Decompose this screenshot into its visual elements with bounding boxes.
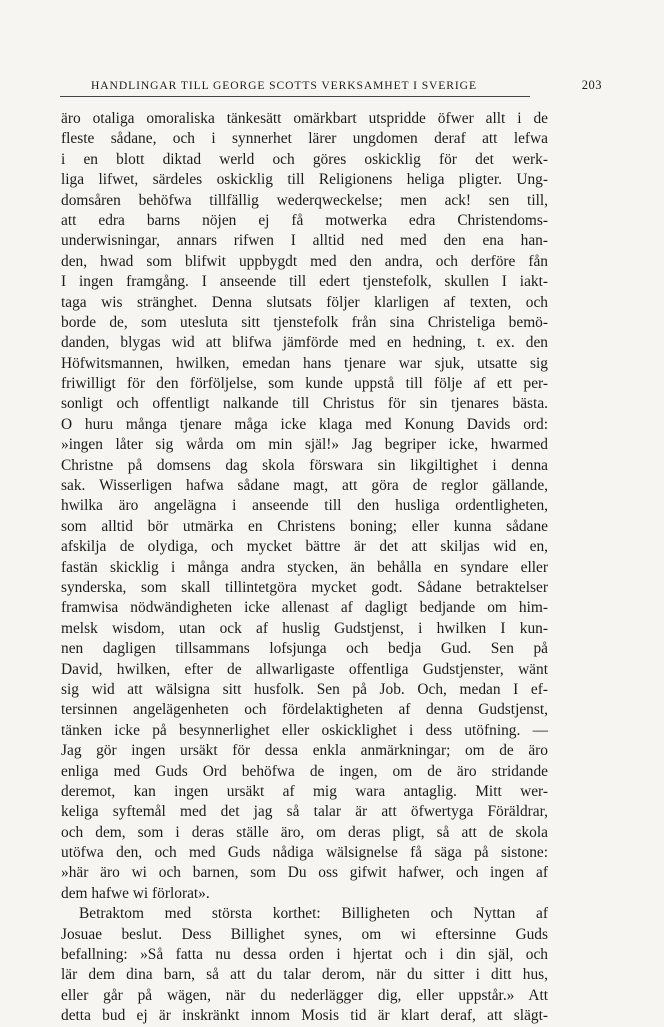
text-line: fleste sådane, och i synnerhet lärer ungdomen deraf att lefwa: [61, 130, 548, 148]
text-line: borde de, som utesluta sitt tjenstefolk från sina Christeliga bemö-: [61, 313, 548, 331]
text-line: afskilja de olydiga, och mycket bättre är det att skiljas wid en,: [61, 538, 548, 556]
text-line: enliga med Guds Ord behöfwa de ingen, om de äro stridande: [61, 762, 548, 780]
text-line: att edra barns nöjen ej få motwerka edra Christendoms-: [61, 211, 548, 229]
text-line: deremot, kan ingen ursäkt af mig wara antaglig. Mitt wer-: [61, 782, 548, 800]
text-line: liga lifwet, särdeles oskicklig till Religionens heliga pligter. Ung-: [61, 171, 548, 189]
text-line: Jag gör ingen ursäkt för dessa enkla anmärkningar; om de äro: [61, 742, 548, 760]
text-line: I ingen framgång. I anseende till edert tjenstefolk, skullen I iakt-: [61, 273, 548, 291]
text-line: Betraktom med största korthet: Billigheten och Nyttan af: [79, 905, 548, 923]
text-line: detta bud ej är inskränkt innom Mosis tid är klart deraf, att slägt-: [61, 1007, 548, 1025]
text-line: äro otaliga omoraliska tänkesätt omärkbart utspridde öfwer allt i de: [61, 110, 548, 127]
text-line: nen dagligen tillsammans lofsjunga och bedja Gud. Sen på: [61, 640, 548, 658]
body-text: [61, 109, 548, 1027]
text-line: sig wid att wälsigna sitt husfolk. Sen på Job. Och, medan I ef-: [61, 680, 548, 698]
text-line: som alltid bör utmärka en Christens boning; eller kunna sådane: [61, 517, 548, 535]
running-header: [60, 77, 616, 97]
text-line: keliga syftemål med det jag så talar är att öfwertyga Föräldrar,: [61, 803, 548, 821]
text-line: Höfwitsmannen, hwilken, emedan hans tjenare war sjuk, utsatte sig: [61, 354, 548, 372]
text-line: underwisningar, annars rifwen I alltid ned med den ena han-: [61, 232, 548, 250]
text-line: tersinnen angelägenheten och fördelaktigheten af denna Gudstjenst,: [61, 701, 548, 719]
text-line: tänken icke på besynnerlighet eller oskicklighet i dess utöfning. —: [61, 721, 548, 739]
text-line: och dem, som i deras ställe äro, om deras pligt, så att de skola: [61, 823, 548, 841]
text-line: befallning: »Så fatta nu dessa orden i hjertat och i din själ, och: [61, 946, 548, 964]
text-line: sak. Wisserligen hafwa sådane magt, att göra de reglor gällande,: [61, 477, 548, 495]
running-title: HANDLINGAR TILL GEORGE SCOTTS VERKSAMHET I SVERIGE: [91, 79, 477, 92]
header-rule: [60, 96, 530, 97]
text-line: Christne på domsens dag skola förswara sin likgiltighet i denna: [61, 456, 548, 474]
text-line: synderska, som skall tillintetgöra mycket godt. Sådane betraktelser: [61, 578, 548, 596]
text-line: sonligt och offentligt nalkande till Christus för sin tjenares bästa.: [61, 395, 548, 413]
text-line: O huru många tjenare måga icke klaga med Konung Davids ord:: [61, 415, 548, 433]
text-line: i en blott diktad werld och göres oskicklig för det werk-: [61, 150, 548, 168]
text-line: »ingen låter sig wårda om min själ!» Jag begriper icke, hwarmed: [61, 436, 548, 454]
text-line: friwilligt för den förföljelse, som kunde uppstå till följe af ett per-: [61, 375, 548, 393]
text-line: Josuae beslut. Dess Billighet synes, om wi eftersinne Guds: [61, 925, 548, 943]
text-line: hwilka äro angelägna i anseende till den husliga ordentligheten,: [61, 497, 548, 515]
page-number: 203: [581, 78, 602, 92]
text-line: den, hwad som blifwit uppbygdt med den andra, och derföre fån: [61, 252, 548, 270]
text-line: lär dem dina barn, så att du talar derom, när du sitter i ditt hus,: [61, 966, 548, 984]
text-line: fastän skicklig i många andra stycken, än behålla en syndare eller: [61, 558, 548, 576]
text-line: dem hafwe wi förlorat».: [61, 884, 210, 902]
text-line: melsk wisdom, utan ock af huslig Gudstjenst, i hwilken I kun-: [61, 619, 548, 637]
text-line: danden, blygas wid att blifwa jämförde med en hedning, t. ex. den: [61, 334, 548, 352]
text-line: David, hwilken, efter de allwarligaste offentliga Gudstjenster, wänt: [61, 660, 548, 678]
text-line: taga wis stränghet. Denna slutsats följer klarligen af texten, och: [61, 293, 548, 311]
text-line: »här äro wi och barnen, som Du oss gifwit hafwer, och ingen af: [61, 864, 548, 882]
text-line: domsåren behöfwa tillfällig wederqweckelse; men ack! sen till,: [61, 191, 548, 209]
text-line: utöfwa den, och med Guds nådiga wälsignelse få säga på sistone:: [61, 844, 548, 862]
text-line: framwisa nödwändigheten icke allenast af dagligt bedjande om him-: [61, 599, 548, 617]
text-line: eller går på wägen, när du nederlägger dig, eller uppstår.» Att: [61, 986, 548, 1004]
